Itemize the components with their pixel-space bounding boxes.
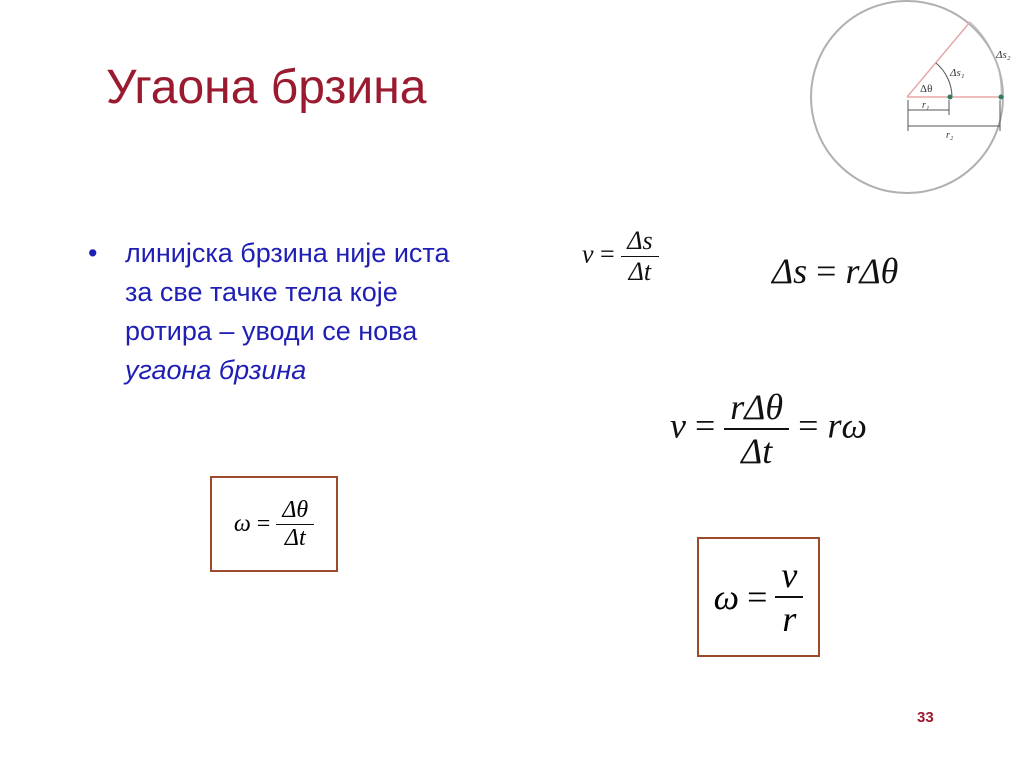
eq3-denominator: Δt (741, 431, 773, 471)
diagram-label-delta-theta: Δθ (920, 83, 933, 95)
eq1-equals: = (600, 239, 615, 269)
diagram-label-delta-s1: Δs₁ (950, 67, 965, 79)
equation-arc-length (772, 250, 898, 292)
eq3-lhs: v (670, 405, 686, 446)
box1-equals: = (256, 510, 271, 537)
diagram-label-r2: r₂ (946, 130, 954, 141)
eq1-fraction (621, 226, 658, 287)
bullet-text (125, 234, 468, 391)
box2-denominator: r (782, 599, 797, 639)
eq2-rhs: rΔθ (845, 251, 899, 291)
eq1-lhs: v (582, 239, 594, 269)
slide-title: Угаона брзина (106, 61, 427, 114)
box1-denominator: Δt (284, 524, 306, 551)
eq3-fraction (724, 386, 789, 472)
eq3-rhs: rω (827, 405, 867, 446)
eq3-equals: = (694, 405, 716, 446)
bullet-text-plain: линијска брзина није иста за све тачке тела које ротира – уводи се нова (125, 238, 450, 347)
bullet-item (88, 234, 468, 391)
boxed-equation-angular-velocity (210, 476, 338, 572)
box1-lhs: ω (233, 510, 251, 537)
equation-velocity-substitution (670, 386, 867, 472)
box2-lhs: ω (713, 577, 740, 617)
eq3-equals-2: = (798, 405, 819, 446)
rotation-diagram (800, 0, 1024, 200)
box2-fraction (775, 554, 803, 640)
diagram-radius-line-angled (907, 22, 970, 97)
eq1-denominator: Δt (628, 257, 652, 286)
eq2-lhs: Δs (772, 251, 808, 291)
boxed-equation-omega-v-over-r (697, 537, 820, 657)
bullet-text-emphasis: угаона брзина (125, 355, 307, 386)
diagram-point-1 (948, 95, 953, 100)
eq1-numerator: Δs (621, 226, 658, 257)
bullet-marker: • (88, 238, 98, 268)
eq3-numerator: rΔθ (724, 386, 789, 430)
page-number: 33 (917, 709, 934, 726)
box1-fraction (276, 497, 314, 552)
box1-numerator: Δθ (276, 497, 314, 525)
diagram-label-delta-s2: Δs₂ (996, 49, 1011, 61)
diagram-label-r1: r₁ (922, 100, 930, 111)
equation-linear-velocity (582, 226, 659, 287)
diagram-point-2 (999, 95, 1004, 100)
box2-equals: = (747, 577, 768, 617)
box2-numerator: v (775, 554, 803, 598)
eq2-equals: = (816, 251, 837, 291)
